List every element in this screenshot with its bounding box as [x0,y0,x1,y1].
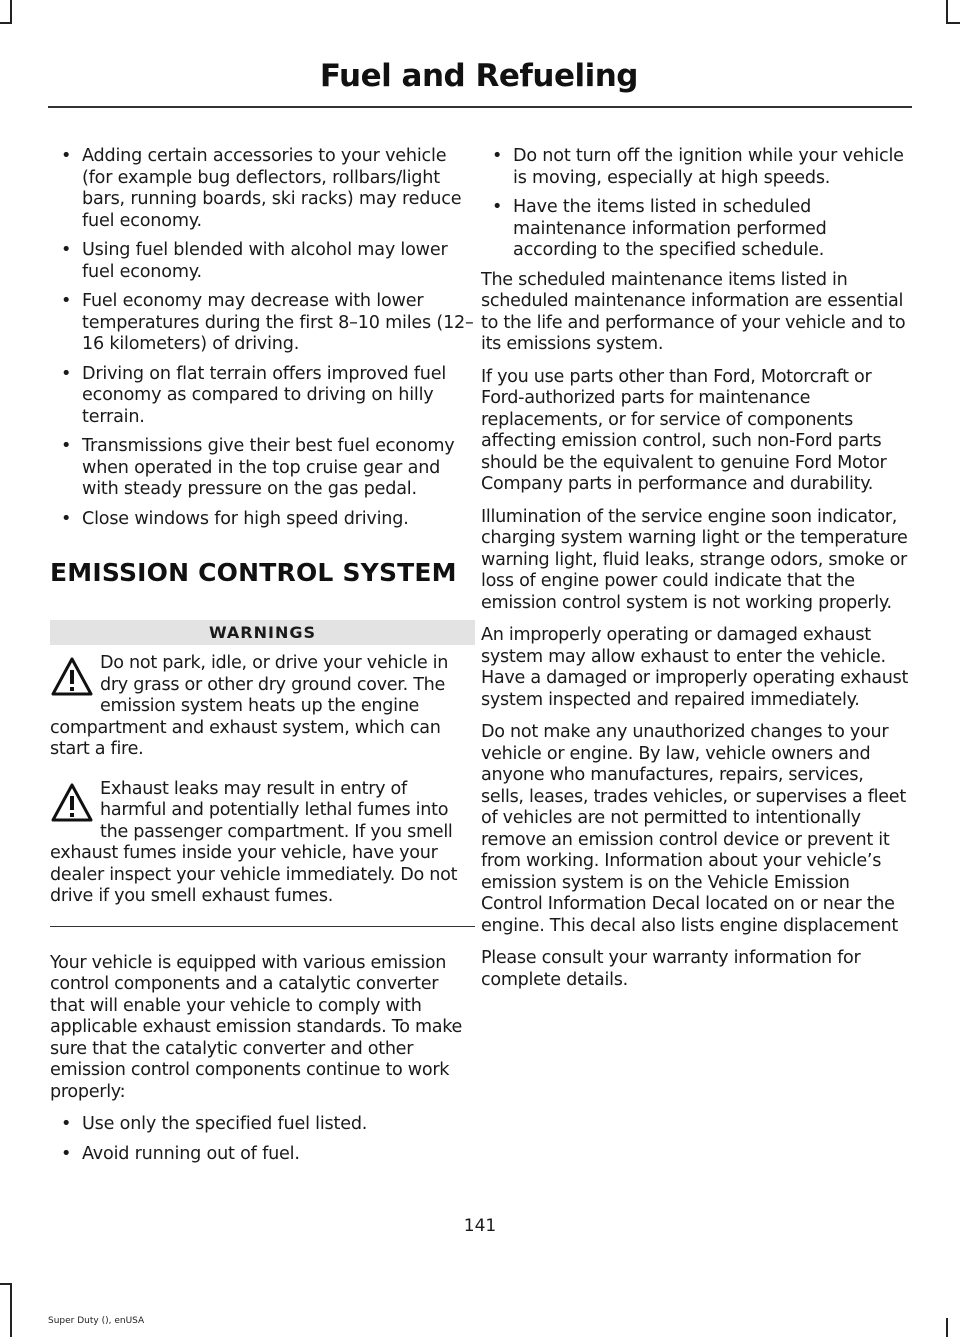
list-item: • Close windows for high speed driving. [50,509,475,531]
intro-paragraph: Your vehicle is equipped with various emission control components and a catalytic converter that will enable your vehicle to comply with applicable exhaust emission standards. To make sure that the catalytic converter and other emission control components continue to work properly: [50,952,463,1102]
warnings-label: WARNINGS [50,620,475,645]
right-column [481,146,911,1002]
list-item: • Transmissions give their best fuel economy when operated in the top cruise gear and with steady pressure on the gas pedal. [50,436,475,501]
crop-mark [10,1283,12,1337]
body-paragraph: Do not make any unauthorized changes to your vehicle or engine. By law, vehicle owners and anyone who manufactures, repairs, services, sells, leases, trades vehicles, or supervises a fleet of vehicles are not permitted to intentionally remove an emission control device or prevent it from working. Information about your vehicle’s emission system is on the Vehicle Emission Control Information Decal located on or near the engine. This decal also lists engine displacement [481,722,906,936]
list-item: • Do not turn off the ignition while your vehicle is moving, especially at high speeds. [481,146,911,189]
body-paragraph: The scheduled maintenance items listed in scheduled maintenance information are essential to the life and performance of your vehicle and to its emissions system. [481,269,906,354]
warnings-end-divider [50,926,475,927]
section-heading: EMISSION CONTROL SYSTEM [50,558,457,587]
warning-triangle-icon [50,782,94,824]
tips-list [50,146,475,530]
list-item: • Fuel economy may decrease with lower temperatures during the first 8–10 miles (12–16 kilometers) of driving. [50,291,475,356]
list-item: • Adding certain accessories to your vehicle (for example bug deflectors, rollbars/light bars, running boards, ski racks) may reduce fuel economy. [50,146,475,232]
warning-block [50,653,475,761]
crop-mark [946,0,948,22]
page-number: 141 [463,1216,497,1236]
list-item: • Using fuel blended with alcohol may lower fuel economy. [50,240,475,283]
list-item: • Avoid running out of fuel. [50,1144,475,1166]
crop-mark [10,0,12,22]
requirements-list-continued [481,146,911,262]
list-item: • Driving on flat terrain offers improved fuel economy as compared to driving on hilly terrain. [50,364,475,429]
warning-text: Do not park, idle, or drive your vehicle in dry grass or other dry ground cover. The emission system heats up the engine compartment and exhaust system, which can start a fire. [50,653,449,759]
header-divider [48,106,912,108]
warning-triangle-icon [50,656,94,698]
list-item: • Have the items listed in scheduled maintenance information performed according to the specified schedule. [481,197,911,262]
crop-mark [0,1283,12,1285]
warning-block [50,779,475,908]
crop-mark [946,22,960,24]
requirements-list [50,1114,475,1165]
page-title: Fuel and Refueling [319,58,638,94]
body-paragraph: If you use parts other than Ford, Motorcraft or Ford-authorized parts for maintenance replacements, or for service of components affecting emission control, such non-Ford parts should be the equivalent to genuine Ford Motor Company parts in performance and durability. [481,366,887,494]
crop-mark [0,22,12,24]
warning-text: Exhaust leaks may result in entry of harmful and potentially lethal fumes into the passenger compartment. If you smell exhaust fumes inside your vehicle, have your dealer inspect your vehicle immediately. Do not drive if you smell exhaust fumes. [50,778,458,906]
crop-mark [946,1318,948,1337]
left-column [50,146,475,1173]
document-info: Super Duty (), enUSA [48,1316,145,1326]
body-paragraph: Illumination of the service engine soon indicator, charging system warning light or the temperature warning light, fluid leaks, strange odors, smoke or loss of engine power could indicate that the emission control system is not working properly. [481,506,908,613]
body-paragraph: Please consult your warranty information for complete details. [481,948,861,990]
list-item: • Use only the specified fuel listed. [50,1114,475,1136]
body-paragraph: An improperly operating or damaged exhaust system may allow exhaust to enter the vehicle. Have a damaged or improperly operating exhaust system inspected and repaired immediately. [481,625,909,710]
